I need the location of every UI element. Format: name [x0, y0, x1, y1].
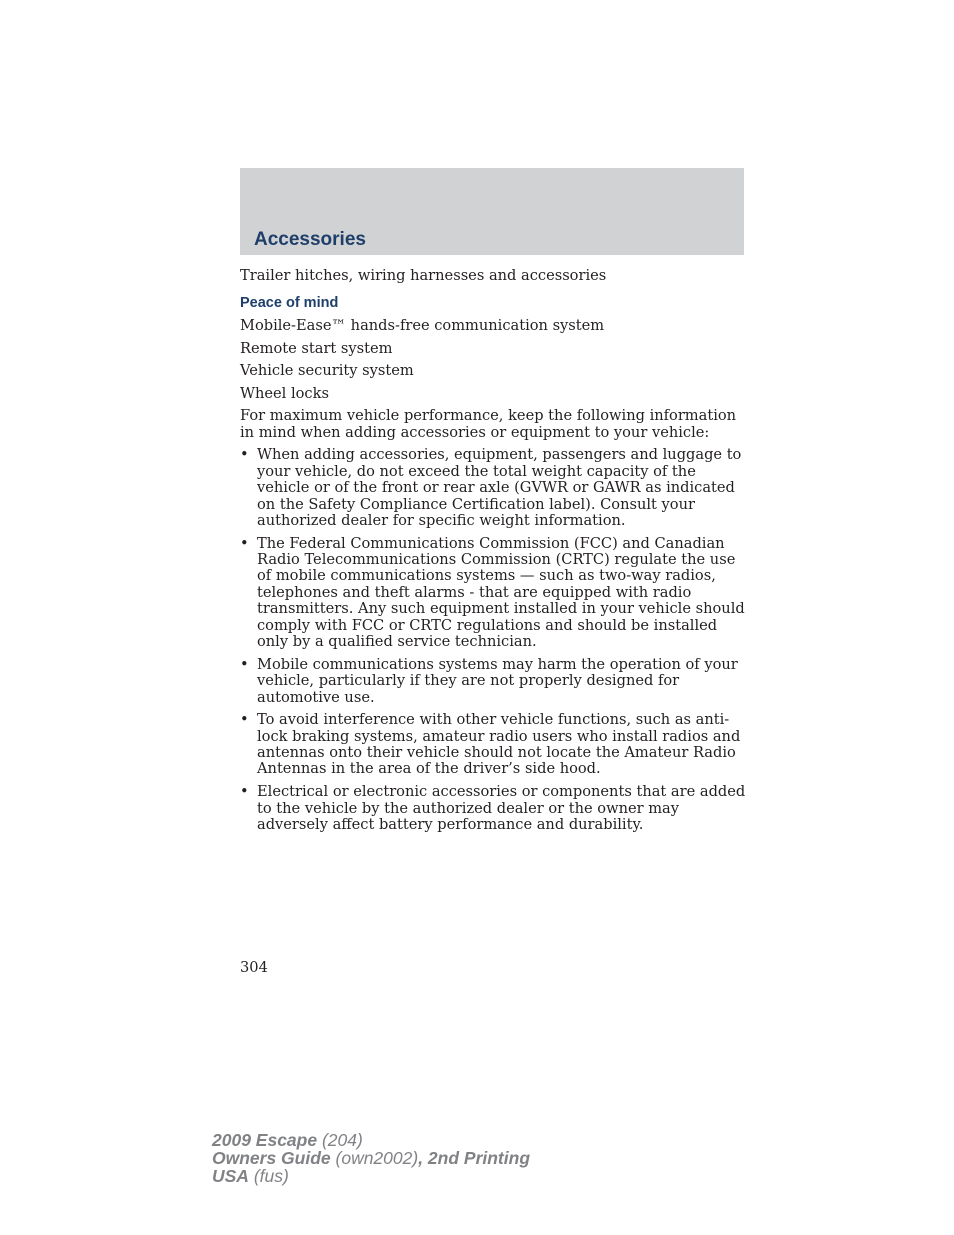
footer-line-market	[212, 1167, 530, 1185]
bullet-icon: •	[240, 534, 249, 552]
performance-intro: For maximum vehicle performance, keep the following information in mind when adding accessories or equipment to your vehicle:	[240, 407, 737, 441]
bullet-icon: •	[240, 655, 249, 673]
bullet-icon: •	[240, 711, 249, 729]
list-item: Wheel locks	[240, 384, 329, 402]
footer-model: 2009 Escape	[212, 1130, 318, 1150]
page-number: 304	[240, 959, 268, 976]
bullet-text: Mobile communications systems may harm the operation of your vehicle, particularly if they are not properly designed for automotive use.	[257, 655, 738, 706]
footer-market-code: (fus)	[248, 1166, 289, 1186]
list-item: Remote start system	[240, 339, 393, 357]
bullet-item	[240, 657, 746, 706]
bullet-list	[240, 447, 746, 833]
bullet-item	[240, 712, 746, 778]
footer-line-guide	[212, 1149, 530, 1167]
bullet-text: The Federal Communications Commission (FCC) and Canadian Radio Telecommunications Commission (CRTC) regulate the use of mobile communications systems — such as two-way radios, telephones and theft alarms - that are equipped with radio transmitters. Any such equipment installed in your vehicle should comply with FCC or CRTC regulations and should be installed only by a qualified service technician.	[257, 534, 745, 651]
document-footer	[212, 1131, 530, 1185]
footer-line-model	[212, 1131, 530, 1149]
bullet-item	[240, 536, 746, 651]
footer-printing: , 2nd Printing	[418, 1148, 531, 1168]
bullet-item	[240, 784, 746, 833]
section-title: Accessories	[254, 229, 366, 250]
bullet-item	[240, 447, 746, 529]
bullet-icon: •	[240, 446, 249, 464]
section-header-band	[240, 168, 744, 255]
list-item: Mobile-Ease™ hands-free communication system	[240, 316, 605, 334]
footer-guide: Owners Guide	[212, 1148, 331, 1168]
bullet-text: Electrical or electronic accessories or components that are added to the vehicle by the authorized dealer or the owner may adversely affect battery performance and durability.	[257, 783, 746, 833]
bullet-icon: •	[240, 783, 249, 801]
subsection-heading: Peace of mind	[240, 295, 339, 312]
bullet-text: When adding accessories, equipment, passengers and luggage to your vehicle, do not exceed the total weight capacity of the vehicle or of the front or rear axle (GVWR or GAWR as indicated on the Safety Compliance Certification label). Consult your authorized dealer for specific weight information.	[257, 446, 742, 529]
footer-market: USA	[212, 1166, 249, 1186]
footer-model-code: (204)	[317, 1130, 363, 1150]
page-content	[240, 268, 746, 840]
list-item: Vehicle security system	[240, 362, 414, 380]
intro-line: Trailer hitches, wiring harnesses and accessories	[240, 267, 607, 284]
footer-guide-code: (own2002)	[330, 1148, 419, 1168]
bullet-text: To avoid interference with other vehicle functions, such as anti-lock braking systems, amateur radio users who install radios and antennas onto their vehicle should not locate the Amateur Radio Antennas in the area of the driver’s side hood.	[257, 711, 741, 778]
